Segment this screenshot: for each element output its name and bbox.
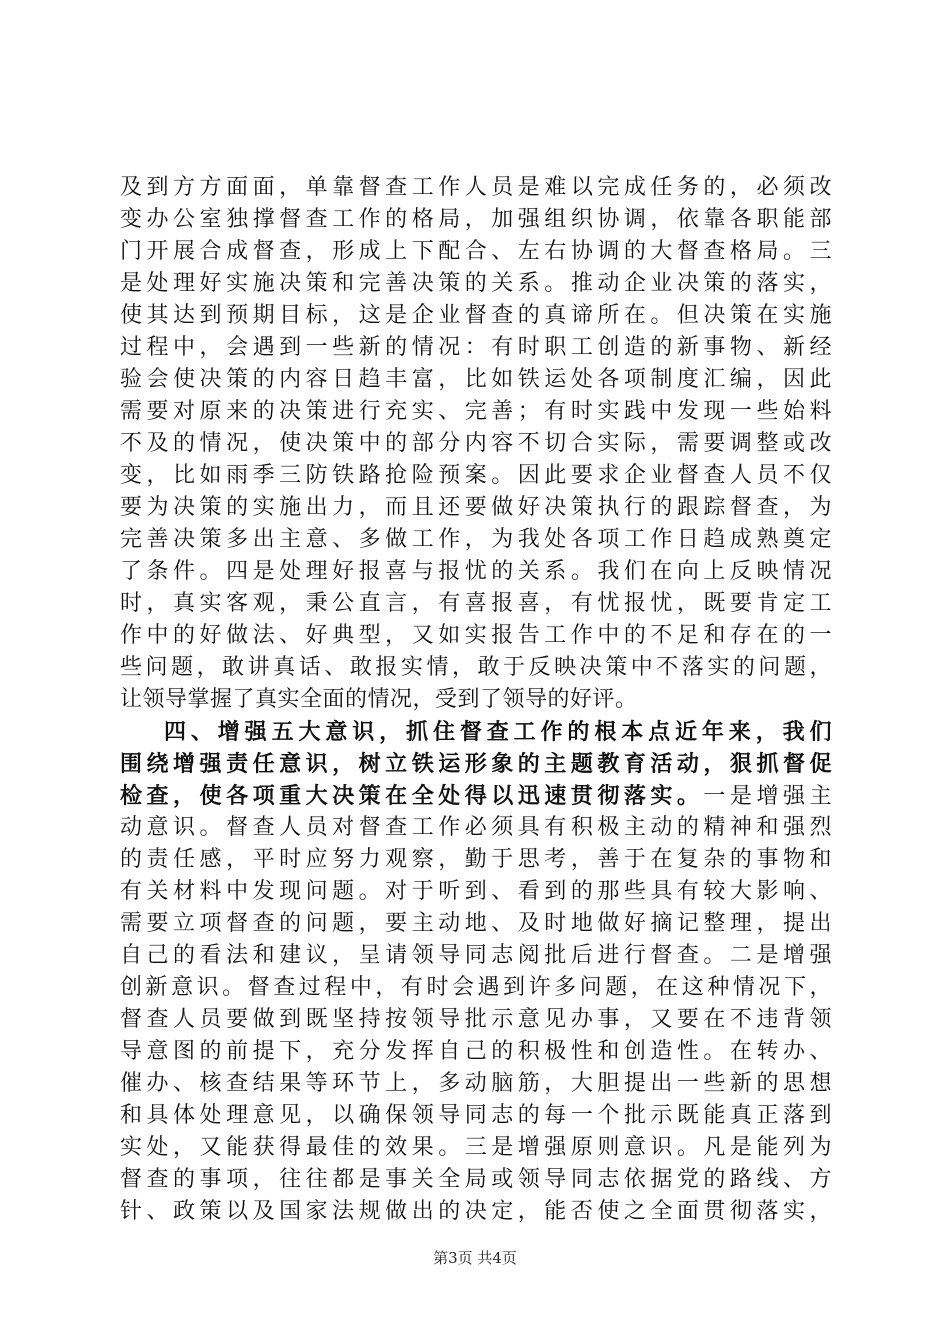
paragraph-1 xyxy=(120,172,832,716)
text-line: 让领导掌握了真实全面的情况，受到了领导的好评。 xyxy=(120,687,638,712)
text-line: 动意识。督查人员对督查工作必须具有积极主动的精神和强烈 xyxy=(120,815,832,840)
text-line: 些问题，敢讲真话、敢报实情，敢于反映决策中不落实的问题， xyxy=(120,655,832,680)
text-line: 和具体处理意见，以确保领导同志的每一个批示既能真正落到 xyxy=(120,1103,832,1128)
text-line: 催办、核查结果等环节上，多动脑筋，大胆提出一些新的思想 xyxy=(120,1071,832,1096)
text-line: 门开展合成督查，形成上下配合、左右协调的大督查格局。三 xyxy=(120,239,832,264)
text-line: 过程中，会遇到一些新的情况：有时职工创造的新事物、新经 xyxy=(120,335,832,360)
text-line: 变，比如雨季三防铁路抢险预案。因此要求企业督查人员不仅 xyxy=(120,463,832,488)
text-line: 验会使决策的内容日趋丰富，比如铁运处各项制度汇编，因此 xyxy=(120,367,832,392)
text-line: 督查人员要做到既坚持按领导批示意见办事，又要在不违背领 xyxy=(120,1007,832,1032)
text-line: 使其达到预期目标，这是企业督查的真谛所在。但决策在实施 xyxy=(120,303,832,328)
text-line: 不及的情况，使决策中的部分内容不切合实际，需要调整或改 xyxy=(120,431,832,456)
text-line: 需要对原来的决策进行充实、完善；有时实践中发现一些始料 xyxy=(120,399,832,424)
text-line: 导意图的前提下，充分发挥自己的积极性和创造性。在转办、 xyxy=(120,1039,832,1064)
text-line: 督查的事项，往往都是事关全局或领导同志依据党的路线、方 xyxy=(120,1167,832,1192)
section-heading-line: 围绕增强责任意识，树立铁运形象的主题教育活动，狠抓督促 xyxy=(120,751,832,777)
section-heading-tail: 检查，使各项重大决策在全处得以迅速贯彻落实。 xyxy=(120,783,704,809)
text-line: 有关材料中发现问题。对于听到、看到的那些具有较大影响、 xyxy=(120,879,832,904)
text-line: 完善决策多出主意、多做工作，为我处各项工作日趋成熟奠定 xyxy=(120,527,832,552)
text-line: 变办公室独撑督查工作的格局，加强组织协调，依靠各职能部 xyxy=(120,207,832,232)
text-line: 及到方方面面，单靠督查工作人员是难以完成任务的，必须改 xyxy=(120,175,832,200)
text-line: 需要立项督查的问题，要主动地、及时地做好摘记整理，提出 xyxy=(120,911,832,936)
text-line: 作中的好做法、好典型，又如实报告工作中的不足和存在的一 xyxy=(120,623,832,648)
text-line: 的责任感，平时应努力观察，勤于思考，善于在复杂的事物和 xyxy=(120,847,832,872)
page-number-footer: 第3页 共4页 xyxy=(433,1249,517,1267)
text-run: 一是增强主 xyxy=(703,784,832,809)
text-line: 实处，又能获得最佳的效果。三是增强原则意识。凡是能列为 xyxy=(120,1135,832,1160)
text-line: 自己的看法和建议，呈请领导同志阅批后进行督查。二是增强 xyxy=(120,943,832,968)
section-heading-line: 四、增强五大意识，抓住督查工作的根本点近年来，我们 xyxy=(164,719,832,745)
text-line: 创新意识。督查过程中，有时会遇到许多问题，在这种情况下， xyxy=(120,975,832,1000)
paragraph-2 xyxy=(120,716,832,1228)
text-line: 了条件。四是处理好报喜与报忧的关系。我们在向上反映情况 xyxy=(120,559,832,584)
text-line: 是处理好实施决策和完善决策的关系。推动企业决策的落实， xyxy=(120,271,832,296)
text-line: 时，真实客观，秉公直言，有喜报喜，有忧报忧，既要肯定工 xyxy=(120,591,832,616)
text-line: 针、政策以及国家法规做出的决定，能否使之全面贯彻落实， xyxy=(120,1199,832,1224)
body-text xyxy=(120,172,832,1228)
text-line: 要为决策的实施出力，而且还要做好决策执行的跟踪督查，为 xyxy=(120,495,832,520)
text-line xyxy=(120,780,832,812)
